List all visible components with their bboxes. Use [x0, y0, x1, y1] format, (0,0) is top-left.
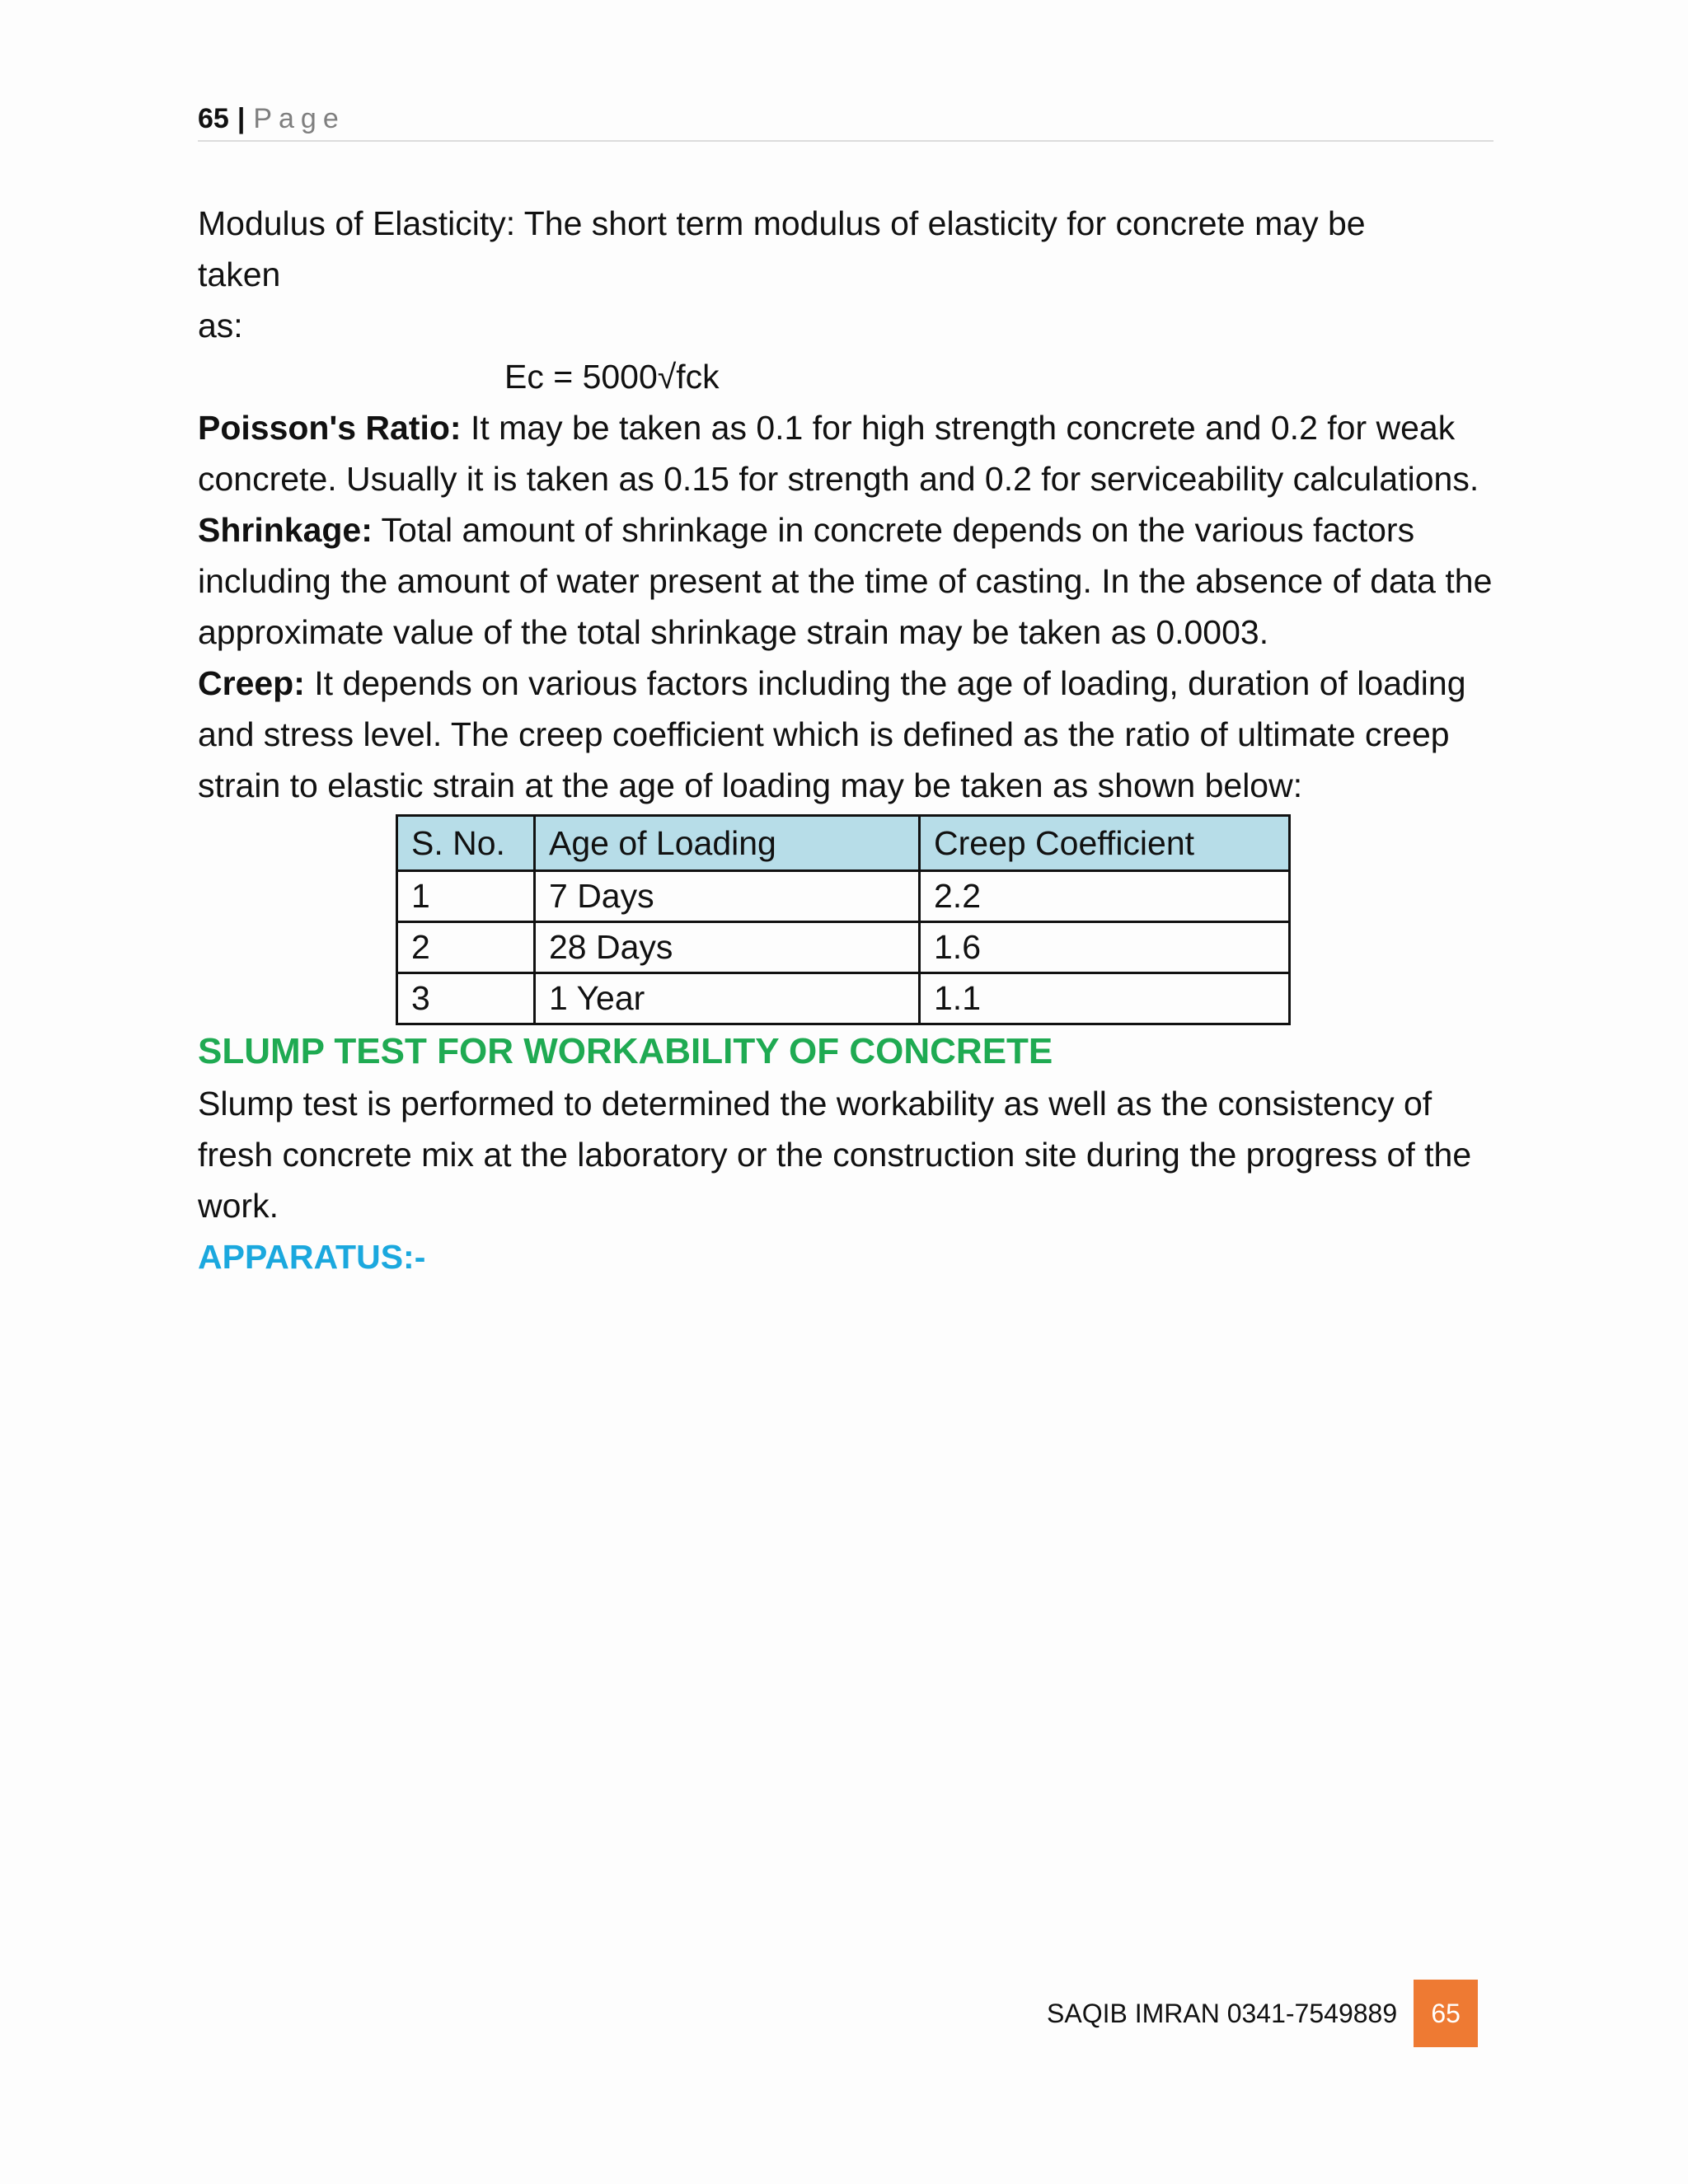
shrinkage-text: Total amount of shrinkage in concrete depends on the various factors including the amount of water present at the time of casting. In the absence of data the approximate value of the total shrinkage strain may be taken as 0.0003.: [198, 511, 1493, 651]
modulus-formula: Ec = 5000√fck: [504, 358, 720, 396]
table-row: [397, 973, 1290, 1024]
header-page-number: 65: [198, 103, 229, 134]
table-row: [397, 871, 1290, 922]
modulus-line-2: taken: [198, 255, 281, 293]
cell-sno: 2: [397, 922, 535, 973]
cell-coefficient: 1.6: [920, 922, 1290, 973]
slump-paragraph: Slump test is performed to determined the workability as well as the consistency of fresh concrete mix at the laboratory or the construction site during the progress of the work.: [198, 1085, 1472, 1225]
creep-coefficient-table: [396, 814, 1291, 1025]
poisson-label: Poisson's Ratio:: [198, 409, 462, 447]
page-header: [198, 97, 1493, 142]
slump-section-title: SLUMP TEST FOR WORKABILITY OF CONCRETE: [198, 1031, 1053, 1071]
cell-age: 7 Days: [535, 871, 920, 922]
table-header-row: [397, 816, 1290, 871]
footer-author: SAQIB IMRAN 0341-7549889: [1047, 1998, 1398, 2028]
creep-paragraph: [198, 658, 1500, 811]
cell-coefficient: 1.1: [920, 973, 1290, 1024]
cell-age: 28 Days: [535, 922, 920, 973]
page-footer: [1047, 1980, 1478, 2047]
column-header-coefficient: Creep Coefficient: [920, 816, 1290, 871]
modulus-paragraph: Modulus of Elasticity: The short term modulus of elasticity for concrete may be: [198, 204, 1366, 242]
creep-text: It depends on various factors including the age of loading, duration of loading and stress level. The creep coefficient which is defined as the ratio of ultimate creep strain to elastic strain at the age of loading may be taken as shown below:: [198, 664, 1466, 804]
header-page-word: Page: [253, 103, 345, 134]
shrinkage-paragraph: [198, 504, 1500, 658]
poisson-paragraph: [198, 402, 1500, 504]
column-header-sno: S. No.: [397, 816, 535, 871]
header-separator: |: [237, 103, 246, 134]
column-header-age: Age of Loading: [535, 816, 920, 871]
cell-sno: 3: [397, 973, 535, 1024]
cell-coefficient: 2.2: [920, 871, 1290, 922]
cell-age: 1 Year: [535, 973, 920, 1024]
page-body: [198, 198, 1500, 1282]
modulus-line-3: as:: [198, 307, 243, 344]
footer-page-badge: 65: [1414, 1980, 1478, 2047]
shrinkage-label: Shrinkage:: [198, 511, 373, 549]
creep-label: Creep:: [198, 664, 305, 702]
poisson-text: It may be taken as 0.1 for high strength concrete and 0.2 for weak concrete. Usually it is taken as 0.15 for strength and 0.2 for serviceability calculations.: [198, 409, 1479, 498]
table-row: [397, 922, 1290, 973]
cell-sno: 1: [397, 871, 535, 922]
apparatus-heading: APPARATUS:-: [198, 1238, 426, 1276]
